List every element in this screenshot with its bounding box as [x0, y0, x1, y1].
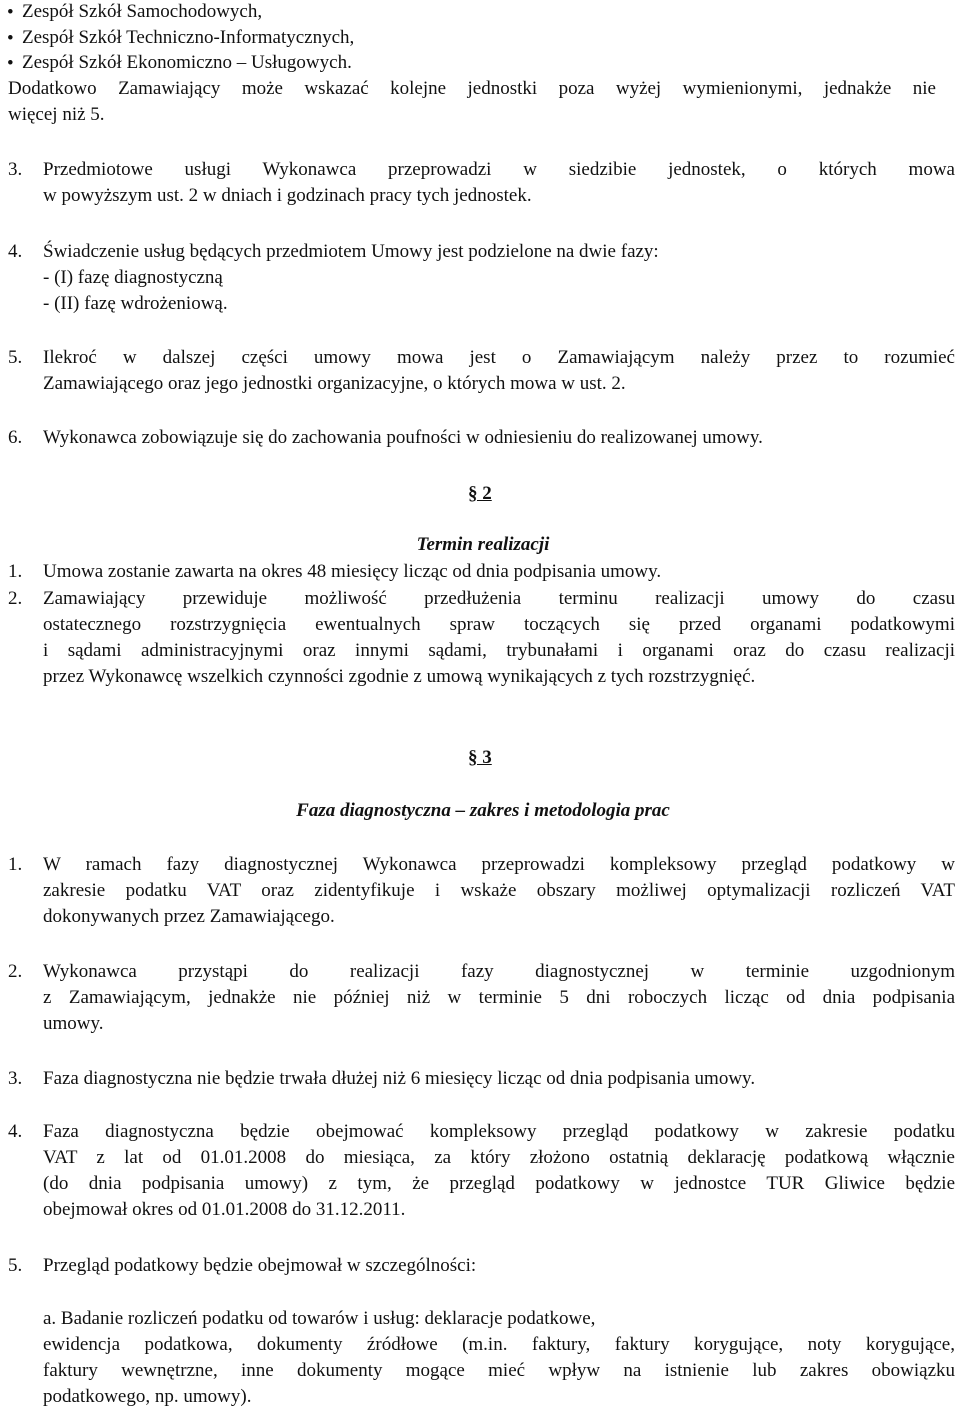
paragraph-number: 3.	[8, 159, 23, 180]
bullet-icon: •	[7, 2, 14, 23]
paragraph-number: 5.	[8, 347, 23, 368]
section-title: Termin realizacji	[416, 534, 550, 555]
paragraph-line: VAT z lat od 01.01.2008 do miesiąca, za który złożono ostatnią deklarację podatkową włącznie	[43, 1147, 955, 1168]
paragraph-line: Zamawiający przewiduje możliwość przedłużenia terminu realizacji umowy do czasu	[43, 588, 955, 609]
paragraph-number: 5.	[8, 1255, 23, 1276]
paragraph-line: i sądami administracyjnymi oraz innymi sądami, trybunałami i organami oraz do czasu realizacji	[43, 640, 955, 661]
paragraph-line: Ilekroć w dalszej części umowy mowa jest o Zamawiającym należy przez to rozumieć	[43, 347, 955, 368]
paragraph-line: Przegląd podatkowy będzie obejmował w szczególności:	[43, 1255, 477, 1276]
paragraph-number: 2.	[8, 961, 23, 982]
list-dash-item: - (II) fazę wdrożeniową.	[43, 293, 228, 314]
paragraph-number: 2.	[8, 588, 23, 609]
paragraph-line: Wykonawca zobowiązuje się do zachowania poufności w odniesieniu do realizowanej umowy.	[43, 427, 763, 448]
paragraph-line: Umowa zostanie zawarta na okres 48 miesięcy licząc od dnia podpisania umowy.	[43, 561, 662, 582]
paragraph-number: 6.	[8, 427, 23, 448]
subitem-line: ewidencja podatkowa, dokumenty źródłowe (m.in. faktury, faktury korygujące, noty korygujące,	[43, 1334, 955, 1355]
paragraph-line: ostatecznego rozstrzygnięcia ewentualnych spraw toczących się przed organami podatkowymi	[43, 614, 955, 635]
paragraph-line: w powyższym ust. 2 w dniach i godzinach pracy tych jednostek.	[43, 185, 532, 206]
paragraph-line: z Zamawiającym, jednakże nie później niż w terminie 5 dni roboczych licząc od dnia podpisania	[43, 987, 955, 1008]
paragraph-line: (do dnia podpisania umowy) z tym, że przegląd podatkowy w jednostce TUR Gliwice będzie	[43, 1173, 955, 1194]
paragraph-line: Wykonawca przystąpi do realizacji fazy diagnostycznej w terminie uzgodnionym	[43, 961, 955, 982]
subitem-line: faktury wewnętrzne, inne dokumenty mogące mieć wpływ na istnienie lub zakres obowiązku	[43, 1360, 955, 1381]
paragraph-line: Zamawiającego oraz jego jednostki organizacyjne, o których mowa w ust. 2.	[43, 373, 626, 394]
paragraph-line: Przedmiotowe usługi Wykonawca przeprowadzi w siedzibie jednostek, o których mowa	[43, 159, 955, 180]
paragraph-line: obejmował okres od 01.01.2008 do 31.12.2011.	[43, 1199, 406, 1220]
paragraph-line: umowy.	[43, 1013, 104, 1034]
bullet-icon: •	[7, 53, 14, 74]
paragraph-number: 4.	[8, 241, 23, 262]
paragraph-number: 4.	[8, 1121, 23, 1142]
paragraph-line: Świadczenie usług będących przedmiotem Umowy jest podzielone na dwie fazy:	[43, 241, 659, 262]
paragraph-line: W ramach fazy diagnostycznej Wykonawca przeprowadzi kompleksowy przegląd podatkowy w	[43, 854, 955, 875]
section-mark: § 2	[468, 483, 492, 504]
bullet-item: Zespół Szkół Techniczno-Informatycznych,	[22, 27, 355, 48]
subitem-line: a. Badanie rozliczeń podatku od towarów i usług: deklaracje podatkowe,	[43, 1308, 596, 1329]
paragraph-line: Faza diagnostyczna nie będzie trwała dłużej niż 6 miesięcy licząc od dnia podpisania umowy.	[43, 1068, 756, 1089]
paragraph-number: 1.	[8, 561, 23, 582]
paragraph-number: 3.	[8, 1068, 23, 1089]
bullet-icon: •	[7, 28, 14, 49]
intro-line: więcej niż 5.	[8, 104, 105, 125]
section-title: Faza diagnostyczna – zakres i metodologia prac	[296, 800, 670, 821]
paragraph-line: przez Wykonawcę wszelkich czynności zgodnie z umową wynikających z tych rozstrzygnięć.	[43, 666, 756, 687]
bullet-item: Zespół Szkół Samochodowych,	[22, 1, 263, 22]
paragraph-line: dokonywanych przez Zamawiającego.	[43, 906, 335, 927]
section-mark: § 3	[468, 747, 492, 768]
list-dash-item: - (I) fazę diagnostyczną	[43, 267, 223, 288]
subitem-line: podatkowego, np. umowy).	[43, 1386, 252, 1407]
paragraph-number: 1.	[8, 854, 23, 875]
bullet-item: Zespół Szkół Ekonomiczno – Usługowych.	[22, 52, 352, 73]
paragraph-line: Faza diagnostyczna będzie obejmować kompleksowy przegląd podatkowy w zakresie podatku	[43, 1121, 955, 1142]
intro-line: Dodatkowo Zamawiający może wskazać kolejne jednostki poza wyżej wymienionymi, jednakże nie	[8, 78, 936, 99]
paragraph-line: zakresie podatku VAT oraz zidentyfikuje i wskaże obszary możliwej optymalizacji rozliczeń VAT	[43, 880, 955, 901]
